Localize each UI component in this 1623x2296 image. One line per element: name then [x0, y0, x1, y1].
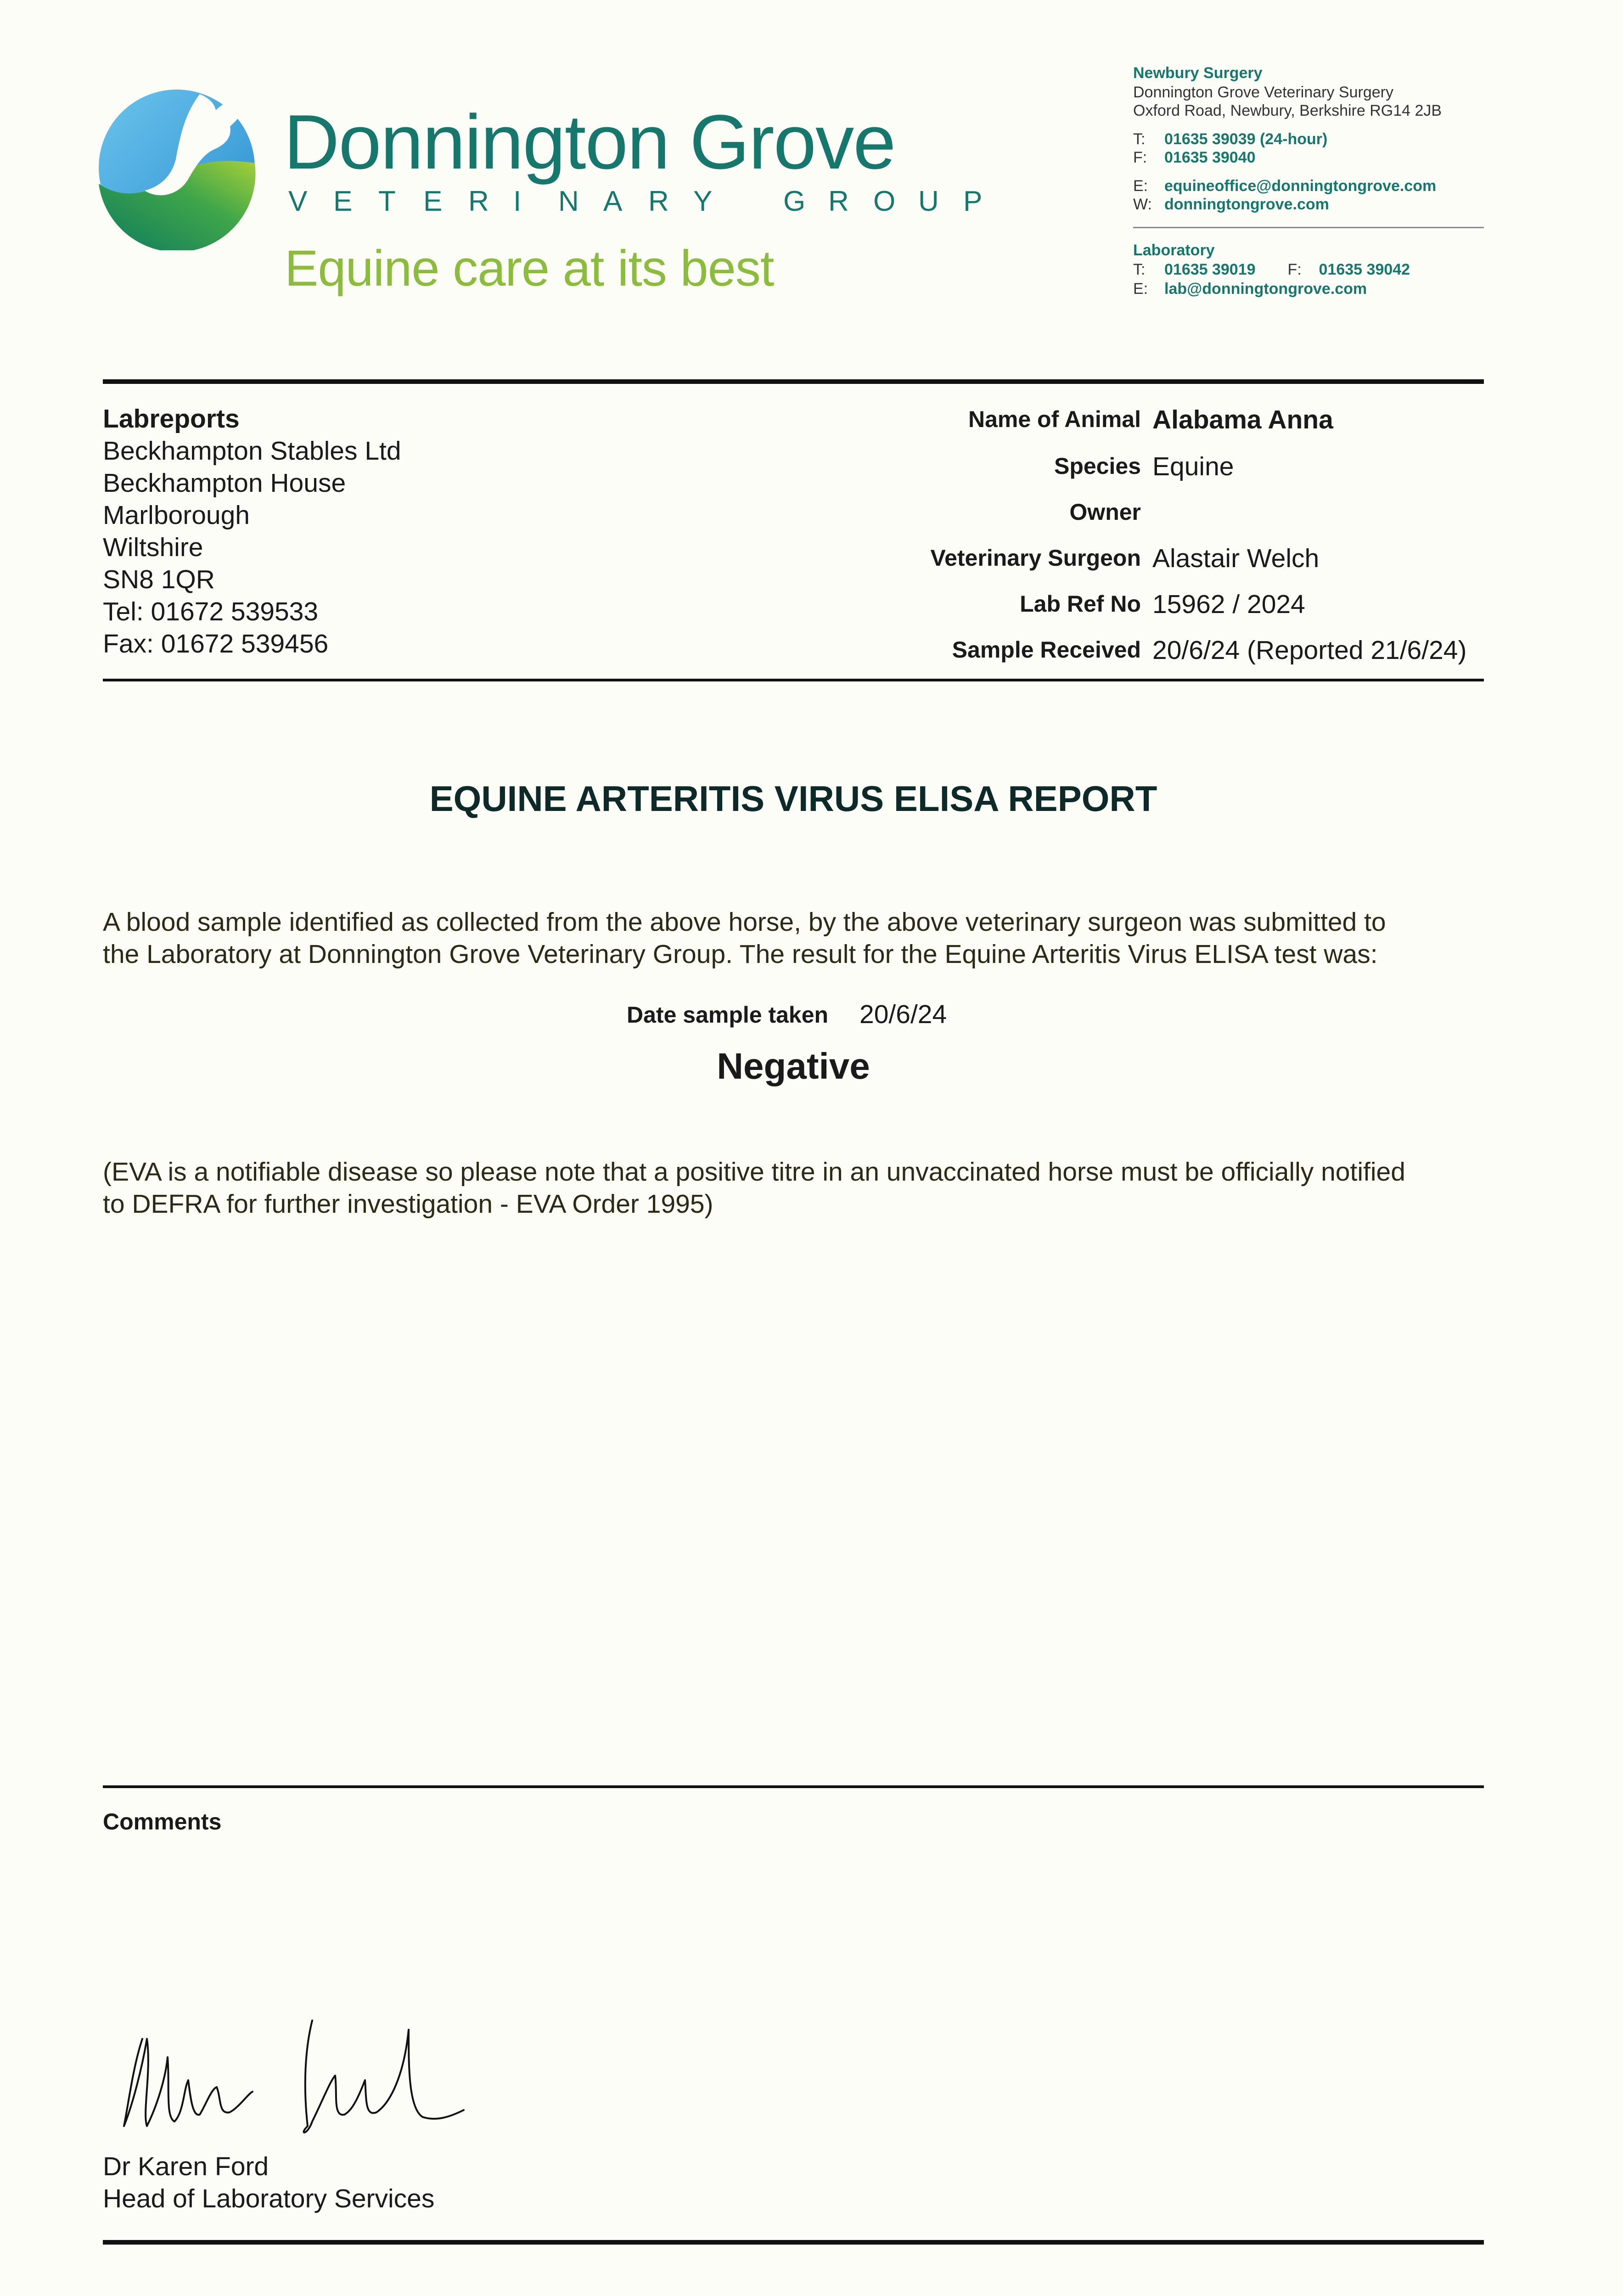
owner-label: Owner [1069, 499, 1141, 525]
species-label: Species [1054, 453, 1141, 479]
report-title: EQUINE ARTERITIS VIRUS ELISA REPORT [429, 778, 1157, 819]
footer-rule [103, 2240, 1484, 2245]
surgery-heading: Newbury Surgery [1133, 64, 1263, 82]
vet-value: Alastair Welch [1152, 544, 1320, 573]
date-taken-label: Date sample taken [627, 1002, 829, 1028]
brand-name: Donnington Grove [284, 99, 895, 185]
surgery-website[interactable]: W: donningtongrove.com [1133, 196, 1329, 213]
signatory-role: Head of Laboratory Services [103, 2184, 435, 2213]
labref-value: 15962 / 2024 [1152, 590, 1305, 619]
surgery-line2: Oxford Road, Newbury, Berkshire RG14 2JB [1133, 102, 1442, 119]
received-label: Sample Received [952, 637, 1141, 663]
test-result: Negative [717, 1046, 870, 1086]
lab-email[interactable]: E: lab@donningtongrove.com [1133, 280, 1367, 298]
logo-icon [94, 85, 259, 250]
signature-image [115, 2011, 477, 2144]
comments-label: Comments [103, 1809, 222, 1835]
lab-phone-fax: T: 01635 39019 F: 01635 39042 [1133, 261, 1410, 278]
notice-line: to DEFRA for further investigation - EVA Order 1995) [103, 1189, 713, 1219]
intro-line: A blood sample identified as collected from the above horse, by the above veterinary surgeon was submitted to [103, 907, 1386, 937]
header-rule [103, 379, 1484, 384]
comments-rule [103, 1785, 1484, 1788]
labref-label: Lab Ref No [1020, 591, 1141, 617]
animal-name-label: Name of Animal [968, 406, 1141, 432]
recipient-name: Labreports [103, 404, 240, 433]
contact-divider [1133, 227, 1484, 228]
vet-label: Veterinary Surgeon [930, 545, 1141, 571]
date-taken-value: 20/6/24 [859, 1000, 947, 1029]
brand-tagline: Equine care at its best [285, 240, 774, 297]
animal-name-value: Alabama Anna [1152, 405, 1333, 434]
surgery-email[interactable]: E: equineoffice@donningtongrove.com [1133, 177, 1437, 195]
info-rule [103, 679, 1484, 681]
intro-line: the Laboratory at Donnington Grove Veterinary Group. The result for the Equine Arteritis Virus ELISA test was: [103, 940, 1378, 969]
species-value: Equine [1152, 452, 1234, 481]
received-value: 20/6/24 (Reported 21/6/24) [1152, 636, 1467, 665]
signatory-name: Dr Karen Ford [103, 2152, 269, 2181]
lab-heading: Laboratory [1133, 242, 1215, 259]
recipient-line: Beckhampton Stables Ltd [103, 436, 401, 466]
recipient-line: Wiltshire [103, 533, 203, 562]
recipient-line: Beckhampton House [103, 468, 346, 498]
surgery-fax: F: 01635 39040 [1133, 149, 1256, 166]
notice-line: (EVA is a notifiable disease so please note that a positive titre in an unvaccinated horse must be officially notified [103, 1157, 1405, 1187]
surgery-phone: T: 01635 39039 (24-hour) [1133, 130, 1328, 148]
brand-subtitle: V E T E R I N A R Y G R O U P [288, 186, 983, 217]
recipient-line: Marlborough [103, 501, 250, 530]
recipient-line: Tel: 01672 539533 [103, 597, 319, 626]
recipient-line: SN8 1QR [103, 565, 215, 594]
surgery-line1: Donnington Grove Veterinary Surgery [1133, 84, 1393, 101]
recipient-line: Fax: 01672 539456 [103, 629, 329, 658]
